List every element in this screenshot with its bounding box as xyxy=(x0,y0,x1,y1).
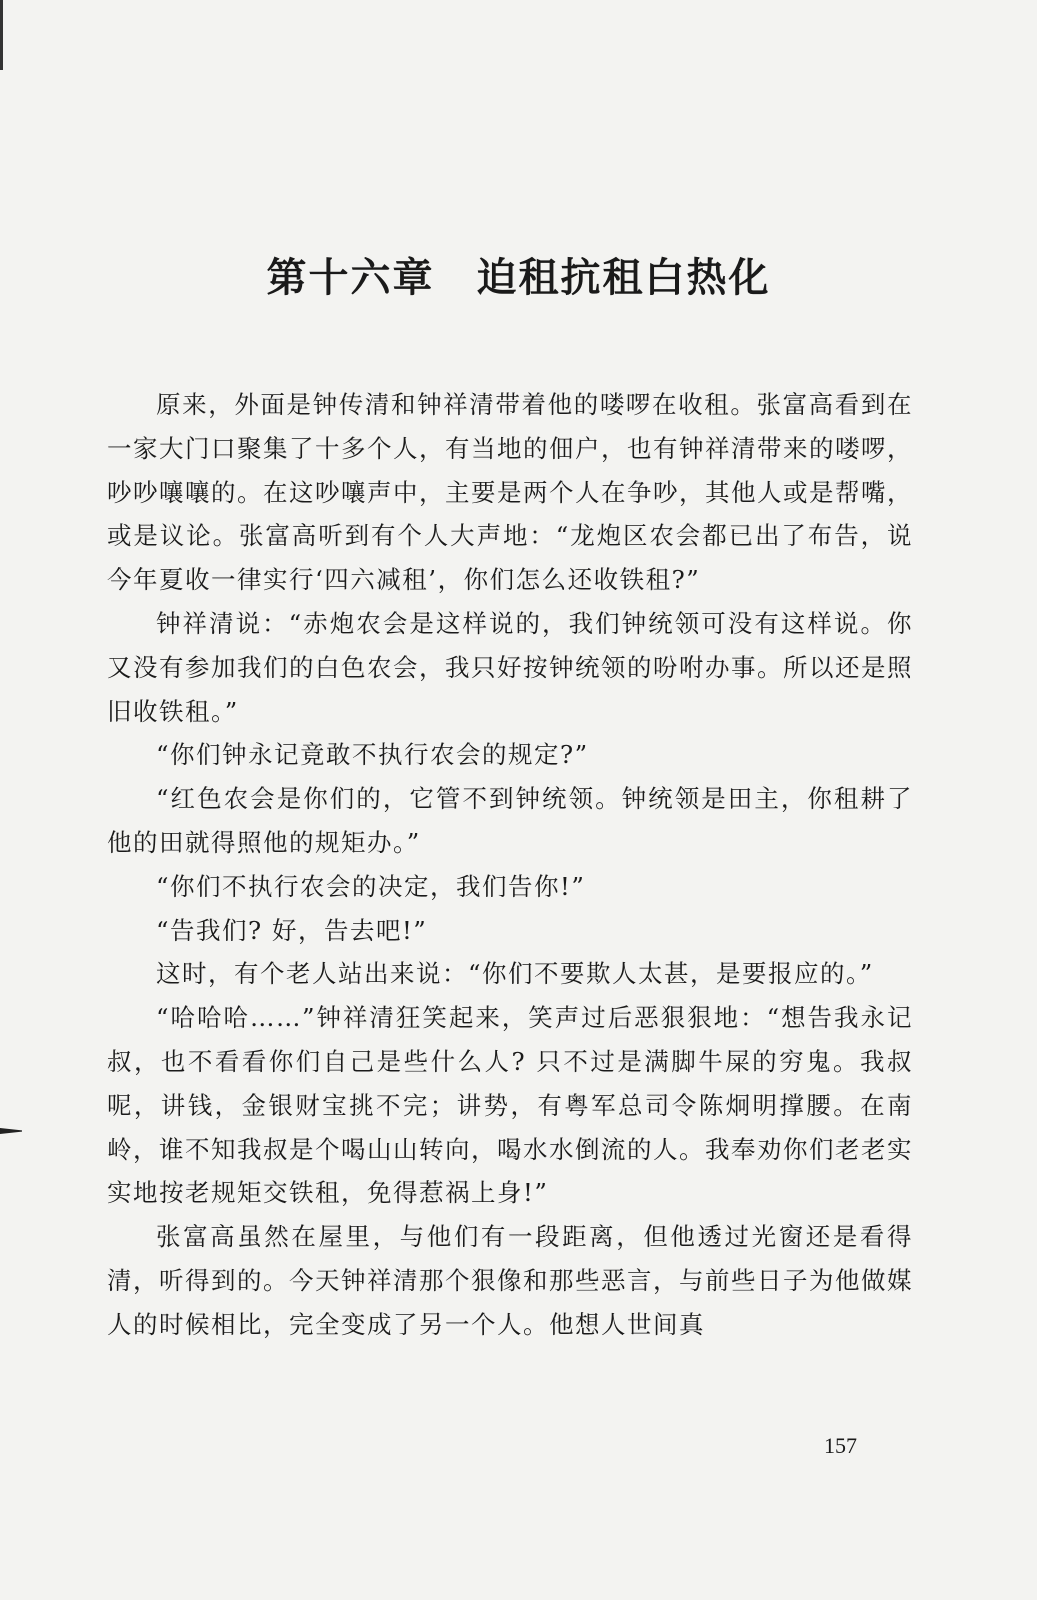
chapter-body xyxy=(107,383,913,1347)
chapter-heading xyxy=(0,246,1037,303)
paragraph: “红色农会是你们的，它管不到钟统领。钟统领是田主，你租耕了他的田就得照他的规矩办。” xyxy=(107,784,913,857)
paragraph: “告我们? 好，告去吧!” xyxy=(156,915,428,945)
chapter-number: 第十六章 xyxy=(266,255,435,301)
chapter-title: 迫租抗租白热化 xyxy=(476,255,771,301)
page-number: 157 xyxy=(824,1433,857,1458)
scan-margin-mark xyxy=(0,1128,22,1134)
paragraph: 这时，有个老人站出来说：“你们不要欺人太甚，是要报应的。” xyxy=(156,959,874,989)
paragraph: 张富高虽然在屋里，与他们有一段距离，但他透过光窗还是看得清，听得到的。今天钟祥清那个狠像和那些恶言，与前些日子为他做媒人的时候相比，完全变成了另一个人。他想人世间真 xyxy=(107,1222,913,1339)
paragraph: 钟祥清说：“赤炮农会是这样说的，我们钟统领可没有这样说。你又没有参加我们的白色农会，我只好按钟统领的吩咐办事。所以还是照旧收铁租。” xyxy=(107,608,913,726)
paragraph: “你们不执行农会的决定，我们告你!” xyxy=(156,871,586,901)
paragraph: “哈哈哈……”钟祥清狂笑起来，笑声过后恶狠狠地：“想告我永记叔，也不看看你们自己是些什么人? 只不过是满脚牛屎的穷鬼。我叔呢，讲钱，金银财宝挑不完；讲势，有粤军总司令陈炯明撑腰。在南岭，谁不知我叔是个喝山山转向，喝水水倒流的人。我奉劝你们老老实实地按老规矩交铁租，免得惹祸上身!” xyxy=(107,1003,913,1208)
scan-edge-mark xyxy=(0,0,3,70)
paragraph: “你们钟永记竟敢不执行农会的规定?” xyxy=(156,740,589,770)
paragraph: 原来，外面是钟传清和钟祥清带着他的喽啰在收租。张富高看到在一家大门口聚集了十多个人，有当地的佃户，也有钟祥清带来的喽啰，吵吵嚷嚷的。在这吵嚷声中，主要是两个人在争吵，其他人或是帮嘴，或是议论。张富高听到有个人大声地：“龙炮区农会都已出了布告，说今年夏收一律实行‘四六减租’，你们怎么还收铁租?” xyxy=(107,390,913,595)
